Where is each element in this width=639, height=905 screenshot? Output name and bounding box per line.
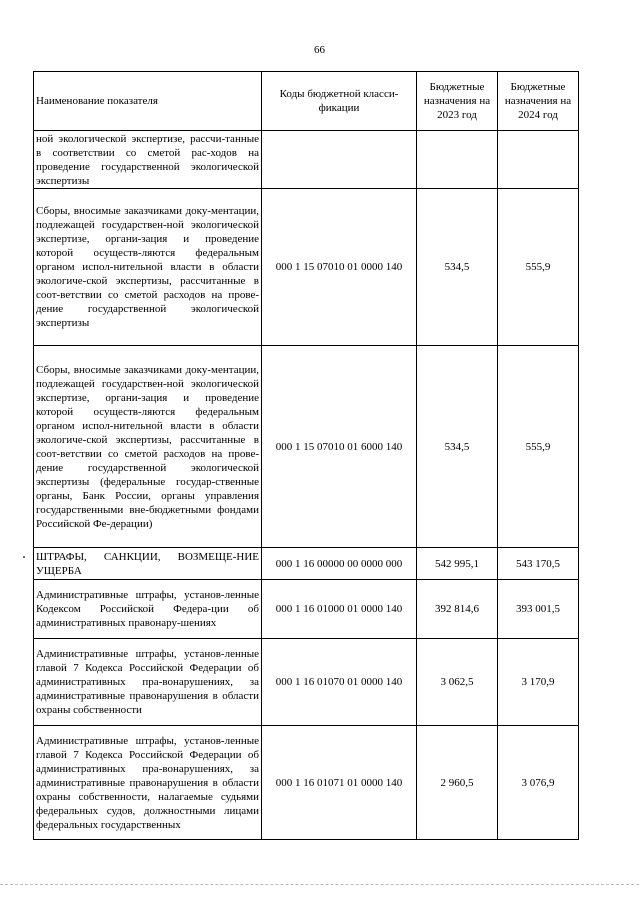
row-code: 000 1 15 07010 01 6000 140	[262, 346, 417, 548]
row-name: Административные штрафы, установ-ленные Кодексом Российской Федера-ции об административных правонару-шениях	[34, 580, 262, 639]
table-row	[34, 131, 579, 189]
row-value-2023: 542 995,1	[417, 548, 498, 580]
row-value-2024: 3 170,9	[498, 639, 579, 726]
row-name: Административные штрафы, установ-ленные главой 7 Кодекса Российской Федерации об административных пра-вонарушениях, за административные правонарушения в области охраны собственности, налагаемые судьями федеральных судов, должностными лицами федеральных государственных	[34, 726, 262, 840]
row-code: 000 1 16 01000 01 0000 140	[262, 580, 417, 639]
row-code	[262, 131, 417, 189]
header-2023: Бюджетные назначения на 2023 год	[417, 72, 498, 131]
row-value-2023: 534,5	[417, 189, 498, 346]
table-row	[34, 580, 579, 639]
row-value-2024	[498, 131, 579, 189]
budget-table	[33, 71, 579, 840]
row-name: Административные штрафы, установ-ленные главой 7 Кодекса Российской Федерации об административных пра-вонарушениях, за административные правонарушения в области охраны собственности	[34, 639, 262, 726]
row-value-2023: 3 062,5	[417, 639, 498, 726]
row-name: ной экологической экспертизе, рассчи-танные в соответствии со сметой рас-ходов на проведение государственной экологической экспертизы	[34, 131, 262, 189]
row-value-2024: 555,9	[498, 346, 579, 548]
row-value-2023: 534,5	[417, 346, 498, 548]
page-number: 66	[314, 44, 325, 56]
row-value-2024: 3 076,9	[498, 726, 579, 840]
table-header-row	[34, 72, 579, 131]
row-code: 000 1 15 07010 01 0000 140	[262, 189, 417, 346]
header-2024: Бюджетные назначения на 2024 год	[498, 72, 579, 131]
page-bottom-edge	[0, 884, 639, 885]
row-value-2024: 543 170,5	[498, 548, 579, 580]
row-code: 000 1 16 01070 01 0000 140	[262, 639, 417, 726]
row-code: 000 1 16 00000 00 0000 000	[262, 548, 417, 580]
scan-speck	[23, 556, 25, 558]
row-value-2024: 555,9	[498, 189, 579, 346]
table-row	[34, 726, 579, 840]
row-value-2024: 393 001,5	[498, 580, 579, 639]
row-name: ШТРАФЫ, САНКЦИИ, ВОЗМЕЩЕ-НИЕ УЩЕРБА	[34, 548, 262, 580]
header-name: Наименование показателя	[34, 72, 262, 131]
row-value-2023: 392 814,6	[417, 580, 498, 639]
row-name: Сборы, вносимые заказчиками доку-ментации, подлежащей государствен-ной экологической экспертизе, органи-зация и проведение которой осуществ-ляются федеральным органом испол-нительной власти в области экологиче-ской экспертизы, рассчитанные в соот-ветствии со сметой расходов на прове-дение государственной экологической экспертизы (федеральные государ-ственные органы, Банк России, органы управления государственными вне-бюджетными фондами Российской Фе-дерации)	[34, 346, 262, 548]
row-name: Сборы, вносимые заказчиками доку-ментации, подлежащей государствен-ной экологической экспертизе, органи-зация и проведение которой осуществ-ляются федеральным органом испол-нительной власти в области экологиче-ской экспертизы, рассчитанные в соот-ветствии со сметой расходов на прове-дение государственной экологической экспертизы	[34, 189, 262, 346]
row-code: 000 1 16 01071 01 0000 140	[262, 726, 417, 840]
table-row	[34, 548, 579, 580]
header-code: Коды бюджетной класси-фикации	[262, 72, 417, 131]
table-row	[34, 189, 579, 346]
table-row	[34, 639, 579, 726]
row-value-2023: 2 960,5	[417, 726, 498, 840]
table-row	[34, 346, 579, 548]
row-value-2023	[417, 131, 498, 189]
